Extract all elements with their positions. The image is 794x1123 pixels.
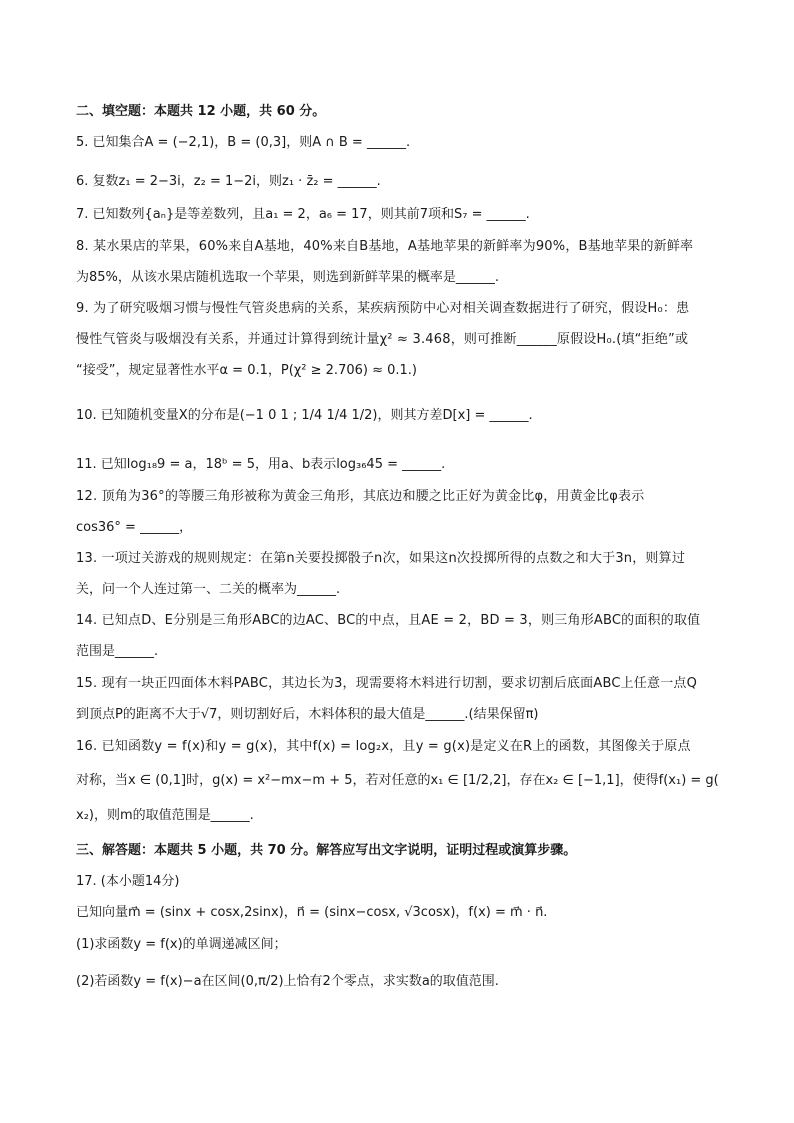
question-7: 7. 已知数列{aₙ}是等差数列，且a₁ = 2，a₆ = 17，则其前7项和S₇ = ______.: [76, 207, 530, 222]
question-16-line-1: 16. 已知函数y = f(x)和y = g(x)，其中f(x) = log₂x，且y = g(x)是定义在R上的函数，其图像关于原点: [76, 739, 691, 754]
question-17-part-1: (1)求函数y = f(x)的单调递减区间；: [76, 937, 287, 952]
question-16-line-2: 对称，当x ∈ (0,1]时，g(x) = x²−mx−m + 5，若对任意的x₁ ∈ [1/2,2]，存在x₂ ∈ [−1,1]，使得f(x₁) = g(: [76, 773, 719, 788]
question-14-line-2: 范围是______.: [76, 644, 159, 659]
question-13-line-1: 13. 一项过关游戏的规则规定：在第n关要投掷骰子n次，如果这n次投掷所得的点数之和大于3n，则算过: [76, 551, 686, 566]
question-8-line-1: 8. 某水果店的苹果，60%来自A基地，40%来自B基地，A基地苹果的新鲜率为90%，B基地苹果的新鲜率: [76, 239, 694, 254]
section-header-solutions: 三、解答题：本题共 5 小题，共 70 分。解答应写出文字说明，证明过程或演算步骤。: [76, 843, 577, 858]
question-10: 10. 已知随机变量X的分布是(−1 0 1 ; 1/4 1/4 1/2)，则其方差D[x] = ______.: [76, 408, 533, 423]
question-8-line-2: 为85%，从该水果店随机选取一个苹果，则选到新鲜苹果的概率是______.: [76, 270, 500, 285]
question-12-line-1: 12. 顶角为36°的等腰三角形被称为黄金三角形，其底边和腰之比正好为黄金比φ，用黄金比φ表示: [76, 489, 645, 504]
question-6: 6. 复数z₁ = 2−3i，z₂ = 1−2i，则z₁ · z̄₂ = ______.: [76, 174, 381, 189]
question-5: 5. 已知集合A = (−2,1)，B = (0,3]，则A ∩ B = ______.: [76, 135, 411, 150]
section-header-fill-blank: 二、填空题：本题共 12 小题，共 60 分。: [76, 104, 326, 119]
question-11: 11. 已知log₁₈9 = a，18ᵇ = 5，用a、b表示log₃₆45 = ______.: [76, 457, 446, 472]
question-9-line-3: “接受”，规定显著性水平α = 0.1，P(χ² ≥ 2.706) ≈ 0.1.): [76, 363, 417, 378]
question-16-line-3: x₂)，则m的取值范围是______.: [76, 808, 254, 823]
question-13-line-2: 关，问一个人连过第一、二关的概率为______.: [76, 582, 341, 597]
question-14-line-1: 14. 已知点D、E分别是三角形ABC的边AC、BC的中点，且AE = 2，BD = 3，则三角形ABC的面积的取值: [76, 613, 701, 628]
question-9-line-1: 9. 为了研究吸烟习惯与慢性气管炎患病的关系，某疾病预防中心对相关调查数据进行了研究，假设H₀：患: [76, 301, 690, 316]
question-17-stem: 已知向量m⃗ = (sinx + cosx,2sinx)，n⃗ = (sinx−cosx, √3cosx)，f(x) = m⃗ · n⃗.: [76, 905, 548, 920]
question-12-line-2: cos36° = ______，: [76, 520, 193, 535]
question-17-title: 17. (本小题14分): [76, 874, 180, 889]
question-15-line-2: 到顶点P的距离不大于√7，则切割好后，木料体积的最大值是______.(结果保留π): [76, 707, 539, 722]
question-15-line-1: 15. 现有一块正四面体木料PABC，其边长为3，现需要将木料进行切割，要求切割后底面ABC上任意一点Q: [76, 676, 698, 691]
question-17-part-2: (2)若函数y = f(x)−a在区间(0,π/2)上恰有2个零点，求实数a的取值范围.: [76, 974, 499, 989]
question-9-line-2: 慢性气管炎与吸烟没有关系，并通过计算得到统计量χ² ≈ 3.468，则可推断______原假设H₀.(填“拒绝”或: [76, 332, 689, 347]
